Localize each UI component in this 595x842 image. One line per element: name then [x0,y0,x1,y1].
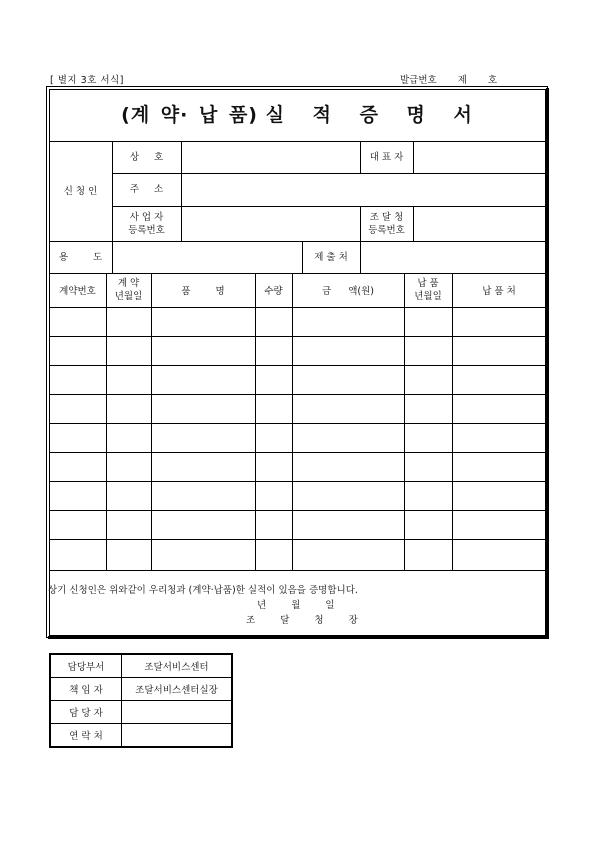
record-cell[interactable] [454,367,544,392]
rule-col-5 [404,273,405,570]
record-cell[interactable] [257,425,290,450]
rule-col-1 [106,273,107,570]
record-cell[interactable] [454,512,544,537]
record-cell[interactable] [108,512,149,537]
record-cell[interactable] [454,338,544,363]
record-cell[interactable] [257,541,290,568]
record-cell[interactable] [153,338,253,363]
record-cell[interactable] [294,367,402,392]
record-cell[interactable] [51,454,104,479]
record-cell[interactable] [454,309,544,334]
representative-field[interactable] [414,142,545,172]
contact-value[interactable]: 조달서비스센터실장 [122,678,233,701]
record-cell[interactable] [406,396,450,421]
record-cell[interactable] [294,396,402,421]
contact-table [49,653,233,748]
rule-row-2 [49,365,546,366]
col-header-delivery-date [404,277,452,303]
record-cell[interactable] [406,309,450,334]
record-cell[interactable] [454,454,544,479]
record-cell[interactable] [51,425,104,450]
record-cell[interactable] [257,396,290,421]
record-cell[interactable] [108,541,149,568]
record-cell[interactable] [406,512,450,537]
rule-row-6 [49,481,546,482]
frame-shadow-bottom [48,636,549,639]
record-cell[interactable] [294,309,402,334]
rule-col-3 [255,273,256,570]
record-cell[interactable] [294,483,402,508]
procurement-reg-field[interactable] [414,207,545,240]
record-cell[interactable] [257,309,290,334]
rule-usage-bottom [49,273,546,274]
record-cell[interactable] [153,425,253,450]
record-cell[interactable] [257,454,290,479]
business-reg-field[interactable] [182,207,359,240]
record-cell[interactable] [153,512,253,537]
rule-col-6 [452,273,453,570]
record-cell[interactable] [108,309,149,334]
rule-row-5 [49,452,546,453]
record-cell[interactable] [108,338,149,363]
procurement-reg-label-line1: 조 달 청 [369,212,404,223]
col-header-contract-date-line1: 계 약 [117,278,140,289]
record-cell[interactable] [153,367,253,392]
contact-value[interactable] [122,724,233,748]
issue-number-label: 발급번호 제 호 [400,75,498,86]
rule-row-8 [49,539,546,540]
record-cell[interactable] [51,367,104,392]
company-name-field[interactable] [182,142,359,172]
record-cell[interactable] [406,338,450,363]
record-cell[interactable] [406,367,450,392]
title-contract-delivery: (계 약· 납 품) [121,104,258,126]
col-header-contract-date-line2: 년월일 [114,291,143,302]
col-header-delivery-date-line1: 납 품 [417,278,439,289]
record-cell[interactable] [294,425,402,450]
frame-shadow-right [546,88,549,639]
record-cell[interactable] [153,396,253,421]
purpose-field[interactable] [113,242,301,272]
business-reg-label [112,211,181,237]
record-cell[interactable] [108,425,149,450]
record-cell[interactable] [257,512,290,537]
record-cell[interactable] [454,541,544,568]
contact-row [50,724,232,748]
record-cell[interactable] [108,367,149,392]
procurement-reg-label [360,211,413,237]
record-cell[interactable] [108,396,149,421]
contact-label: 담 당 자 [50,701,122,724]
contact-value[interactable]: 조달서비스센터 [122,654,233,678]
business-reg-label-line2: 등록번호 [128,225,165,236]
rule-row-7 [49,510,546,511]
record-cell[interactable] [454,425,544,450]
rule-col-4 [292,273,293,570]
rule-table-bottom [49,570,546,571]
record-cell[interactable] [257,338,290,363]
col-header-contract-date [106,277,151,303]
record-cell[interactable] [108,454,149,479]
rule-col-2 [151,273,152,570]
record-cell[interactable] [406,425,450,450]
record-cell[interactable] [406,483,450,508]
record-cell[interactable] [51,541,104,568]
record-cell[interactable] [406,454,450,479]
record-cell[interactable] [294,454,402,479]
form-number-label: [ 별지 3호 서식] [50,75,124,86]
record-cell[interactable] [257,483,290,508]
rule-row-1 [49,336,546,337]
record-cell[interactable] [51,338,104,363]
contact-row [50,701,232,724]
record-cell[interactable] [294,541,402,568]
contact-label: 담당부서 [50,654,122,678]
record-cell[interactable] [51,483,104,508]
rule-row-4 [49,423,546,424]
record-cell[interactable] [153,454,253,479]
procurement-reg-label-line2: 등록번호 [368,225,405,236]
contact-row [50,678,232,701]
record-cell[interactable] [153,483,253,508]
record-cell[interactable] [51,512,104,537]
rule-row-3 [49,394,546,395]
record-cell[interactable] [153,309,253,334]
col-header-amount: 금 액(원) [322,286,374,297]
purpose-label: 용 도 [58,252,103,263]
col-header-delivery-place: 납 품 처 [482,286,516,297]
certification-date-line: 년 월 일 [257,600,335,611]
submit-to-label: 제 출 처 [314,252,348,263]
certification-statement: 상기 신청인은 위와같이 우리청과 (계약·납품)한 실적이 있음을 증명합니다. [48,585,358,596]
col-header-contract-no: 계약번호 [59,286,96,297]
record-cell[interactable] [257,367,290,392]
record-cell[interactable] [51,396,104,421]
company-name-label: 상 호 [129,152,164,163]
certification-issuer: 조 달 청 장 [246,615,358,626]
business-reg-label-line1: 사 업 자 [129,212,164,223]
record-cell[interactable] [108,483,149,508]
applicant-group-label: 신 청 인 [63,186,98,197]
address-label: 주 소 [129,184,164,195]
record-cell[interactable] [294,512,402,537]
contact-label: 연 락 처 [50,724,122,748]
record-cell[interactable] [51,309,104,334]
record-cell[interactable] [454,396,544,421]
record-cell[interactable] [153,541,253,568]
contact-row [50,654,232,678]
col-header-qty: 수량 [264,286,283,297]
record-cell[interactable] [454,483,544,508]
address-field[interactable] [182,174,545,205]
submit-to-field[interactable] [361,242,545,272]
col-header-delivery-date-line2: 년월일 [414,291,442,302]
rule-table-header-bottom [49,307,546,308]
document-title [49,100,546,127]
contact-label: 책 임 자 [50,678,122,701]
record-cell[interactable] [406,541,450,568]
col-header-item: 품 명 [181,286,225,297]
record-cell[interactable] [294,338,402,363]
contact-value[interactable] [122,701,233,724]
title-certificate: 실 적 증 명 서 [265,104,474,126]
representative-label: 대 표 자 [369,152,404,163]
